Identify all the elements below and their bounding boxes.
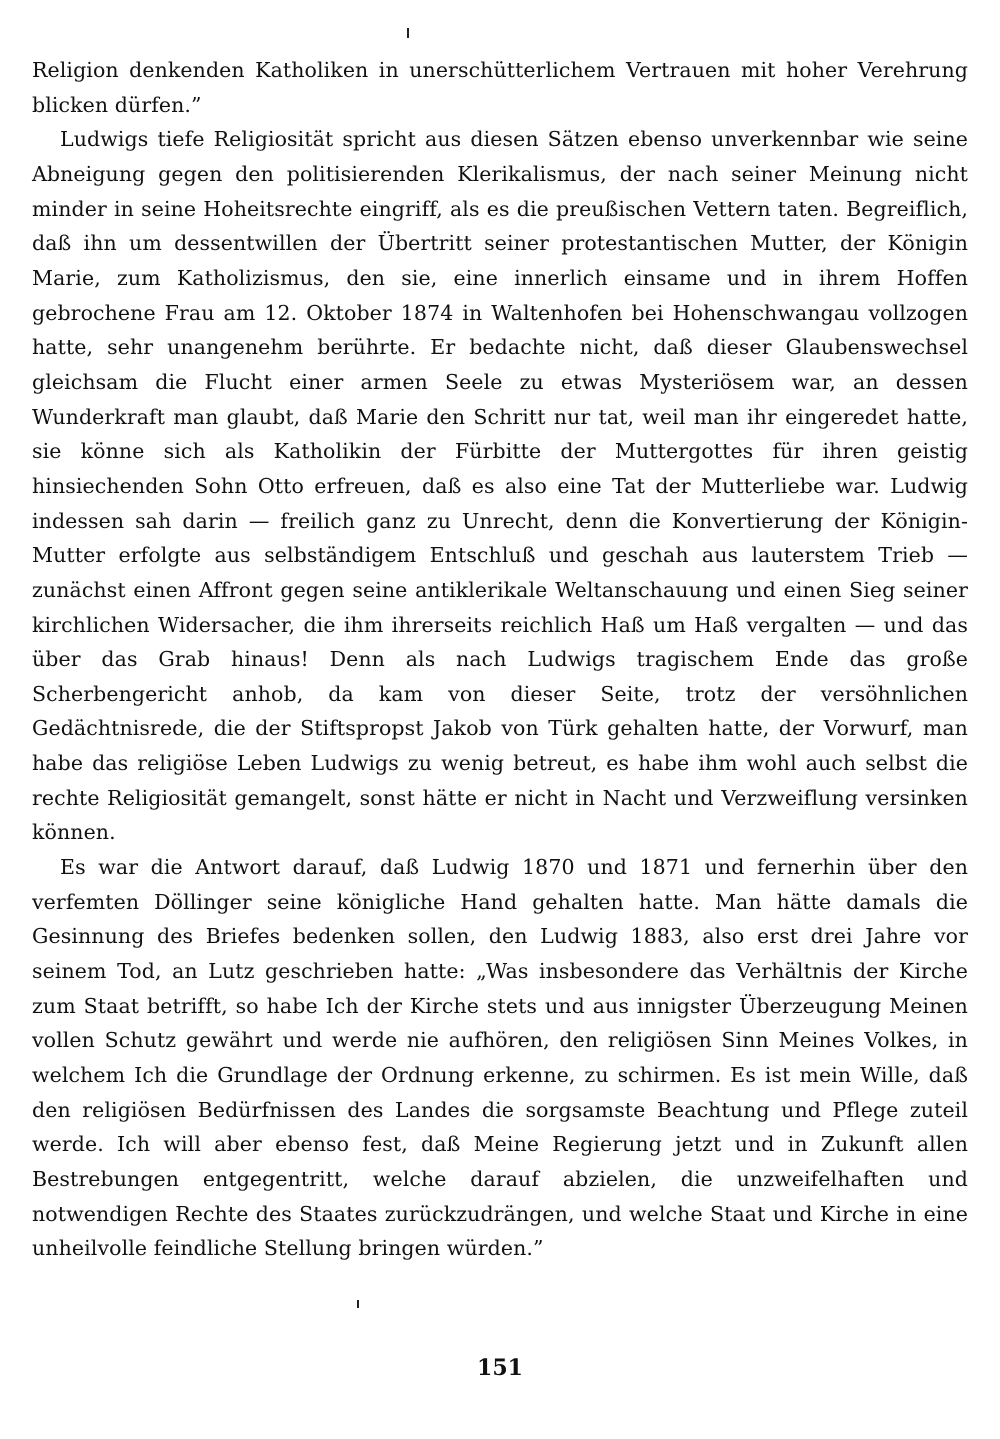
paragraph-antwort: Es war die Antwort darauf, daß Ludwig 1870 und 1871 und fernerhin über den verfemten Döllinger seine königliche Hand gehalten hatte. Man hätte damals die Gesinnung des Briefes bedenken sollen, den Ludwig 1883, also erst drei Jahre vor seinem Tod, an Lutz geschrieben hatte: „Was insbesondere das Verhältnis der Kirche zum Staat betrifft, so habe Ich der Kirche stets und aus innigster Überzeugung Meinen vollen Schutz gewährt und werde nie aufhören, den religiösen Sinn Meines Volkes, in welchem Ich die Grundlage der Ordnung erkenne, zu schirmen. Es ist mein Wille, daß den religiösen Bedürfnissen des Landes die sorgsamste Beachtung und Pflege zuteil werde. Ich will aber ebenso fest, daß Meine Regierung jetzt und in Zukunft allen Bestrebungen entgegentritt, welche darauf abzielen, die unzweifelhaften und notwendigen Rechte des Staates zurückzudrängen, und welche Staat und Kirche in eine unheilvolle feindliche Stellung bringen würden.” bbox=[32, 855, 968, 1261]
paragraph-continuation: Religion denkenden Katholiken in unerschütterlichem Vertrauen mit hoher Verehrung blicken dürfen.” bbox=[32, 58, 968, 117]
page-number: 151 bbox=[477, 1355, 523, 1381]
body-text bbox=[32, 53, 968, 1266]
paragraph-religiositaet: Ludwigs tiefe Religiosität spricht aus diesen Sätzen ebenso unverkennbar wie seine Abneigung gegen den politisierenden Klerikalismus, der nach seiner Meinung nicht minder in seine Hoheitsrechte eingriff, als es die preußischen Vettern taten. Begreiflich, daß ihn um dessentwillen der Übertritt seiner protestantischen Mutter, der Königin Marie, zum Katholizismus, den sie, eine innerlich einsame und in ihrem Hoffen gebrochene Frau am 12. Oktober 1874 in Waltenhofen bei Hohenschwangau vollzogen hatte, sehr unangenehm berührte. Er bedachte nicht, daß dieser Glaubenswechsel gleichsam die Flucht einer armen Seele zu etwas Mysteriösem war, an dessen Wunderkraft man glaubt, daß Marie den Schritt nur tat, weil man ihr eingeredet hatte, sie könne sich als Katholikin der Fürbitte der Muttergottes für ihren geistig hinsiechenden Sohn Otto erfreuen, daß es also eine Tat der Mutterliebe war. Ludwig indessen sah darin — freilich ganz zu Unrecht, denn die Konvertierung der Königin-Mutter erfolgte aus selbständigem Entschluß und geschah aus lauterstem Trieb — zunächst einen Affront gegen seine antiklerikale Weltanschauung und einen Sieg seiner kirchlichen Widersacher, die ihm ihrerseits reichlich Haß um Haß vergalten — und das über das Grab hinaus! Denn als nach Ludwigs tragischem Ende das große Scherbengericht anhob, da kam von dieser Seite, trotz der versöhnlichen Gedächtnisrede, die der Stiftspropst Jakob von Türk gehalten hatte, der Vorwurf, man habe das religiöse Leben Ludwigs zu wenig betreut, es habe ihm wohl auch selbst die rechte Religiosität gemangelt, sonst hätte er nicht in Nacht und Verzweiflung versinken können. bbox=[32, 127, 968, 845]
print-speck bbox=[357, 1300, 359, 1308]
print-speck bbox=[407, 28, 409, 38]
